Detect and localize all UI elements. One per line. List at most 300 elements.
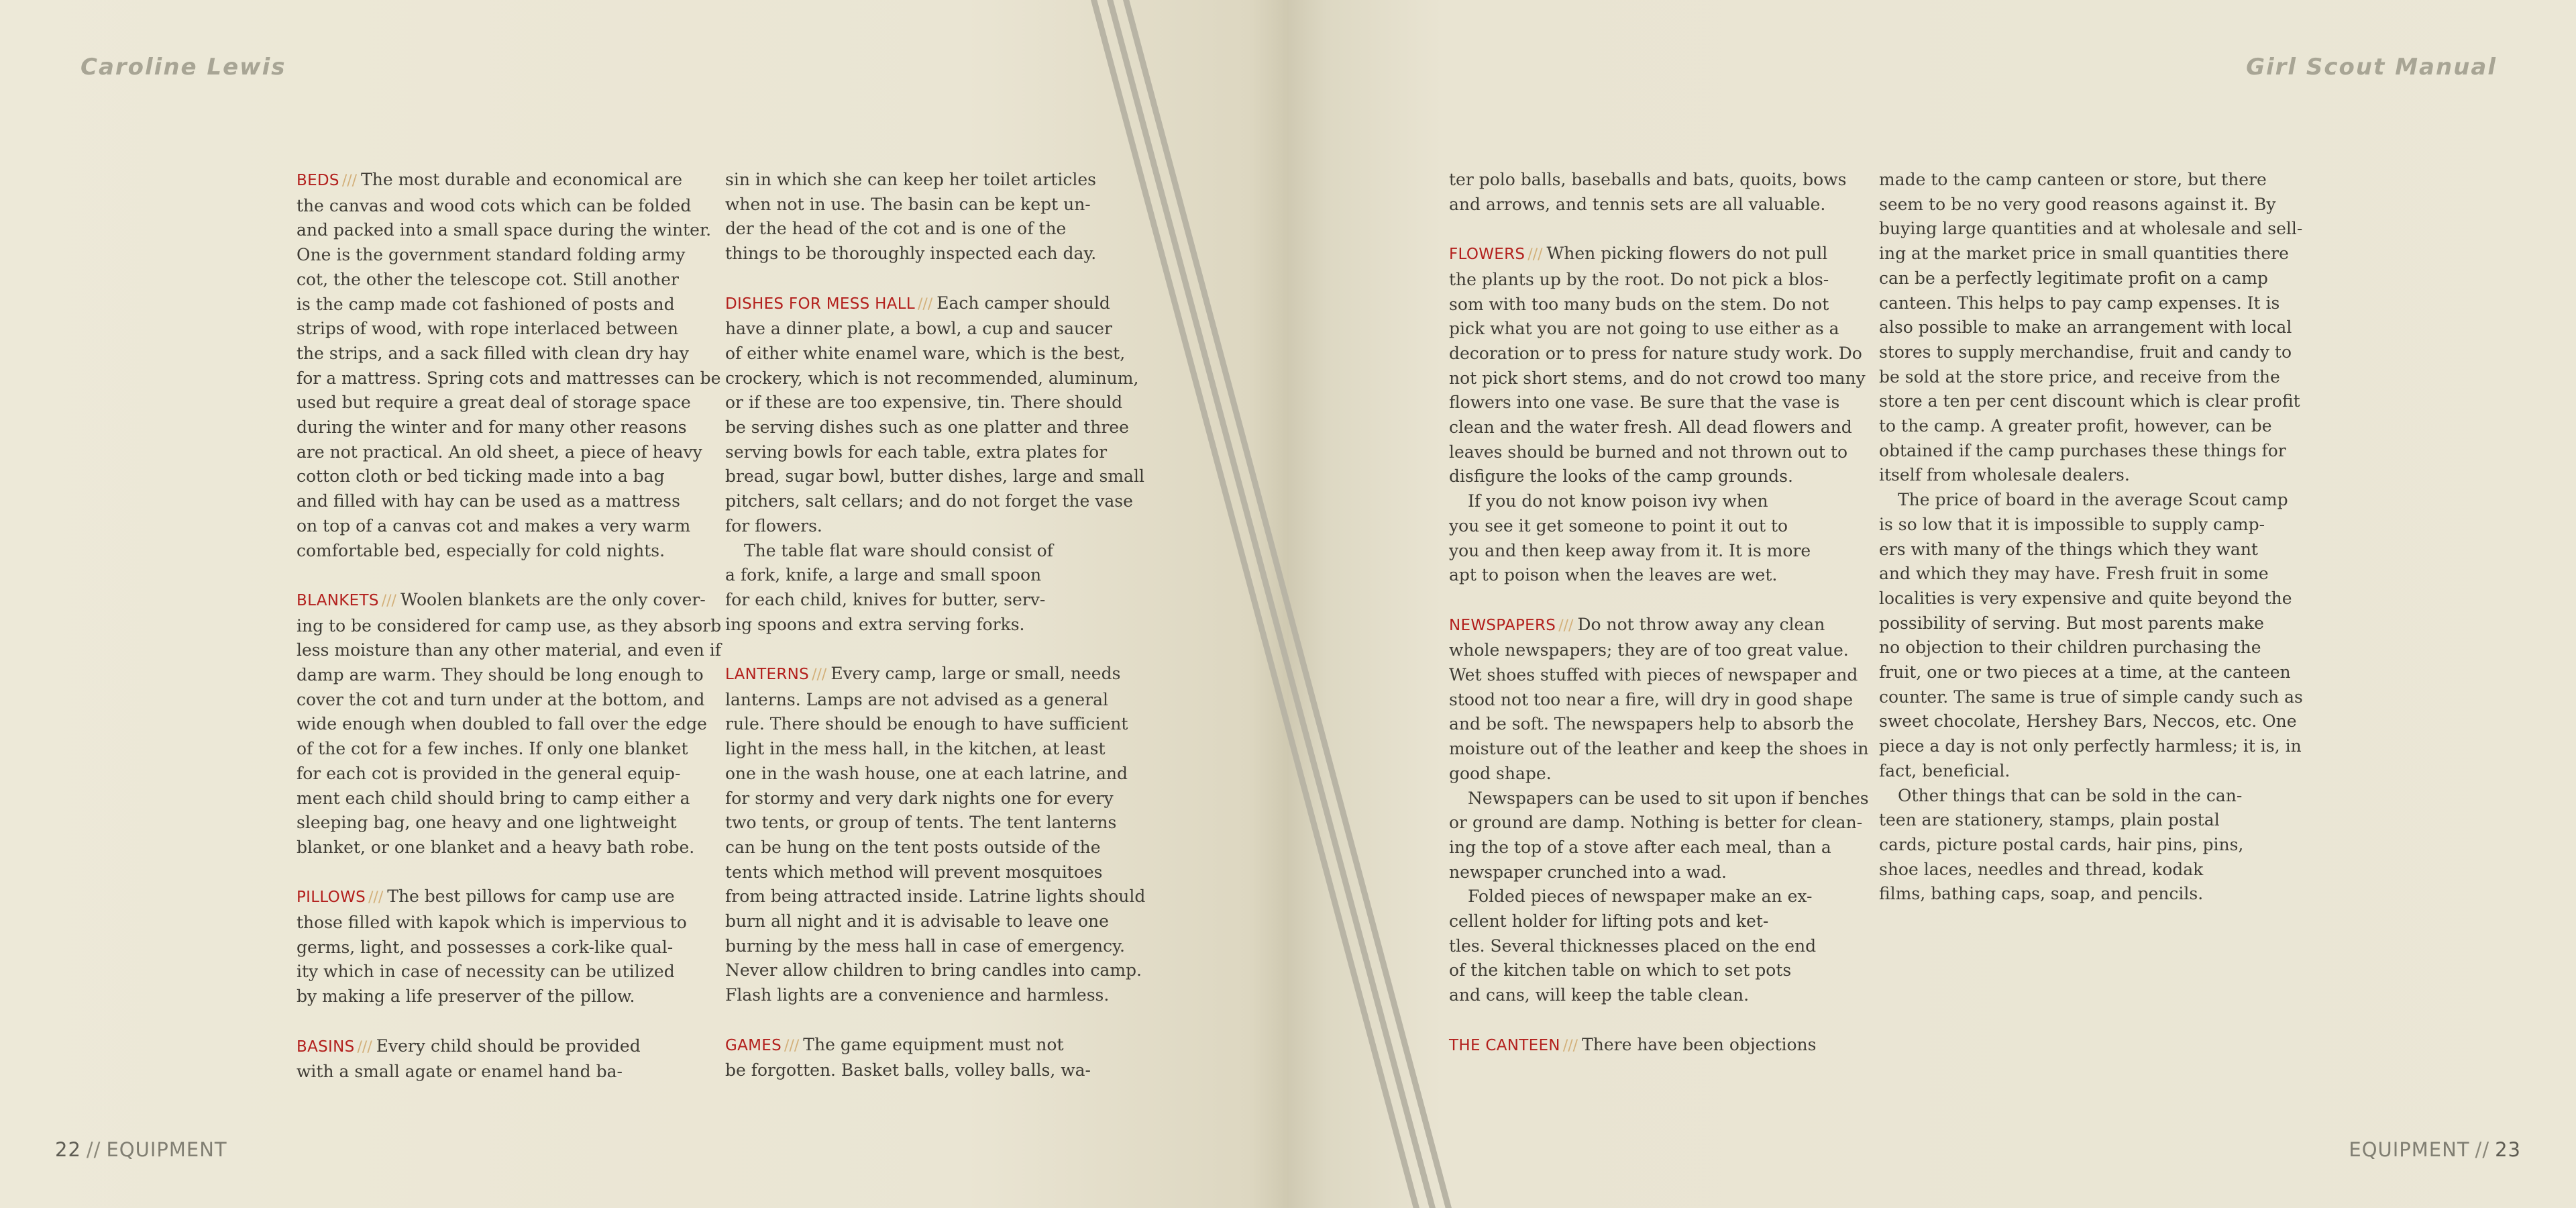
text-line <box>1449 391 1869 415</box>
text-line <box>297 614 721 639</box>
line-text: damp are warm. They should be long enough to <box>297 665 704 685</box>
line-text: with a small agate or enamel hand ba- <box>297 1062 623 1082</box>
line-text: flowers into one vase. Be sure that the vase is <box>1449 393 1840 413</box>
text-line <box>297 762 721 787</box>
line-text: and which they may have. Fresh fruit in some <box>1879 564 2269 584</box>
section-heading-line <box>297 588 721 614</box>
text-line <box>1449 958 1869 983</box>
text-line <box>297 317 721 342</box>
section-marker: /// <box>357 1038 372 1056</box>
line-text: Every camp, large or small, needs <box>830 664 1121 684</box>
text-line <box>1879 538 2303 562</box>
folio-separator-left: // <box>86 1138 101 1161</box>
line-text: clean and the water fresh. All dead flowers and <box>1449 417 1852 438</box>
line-text: localities is very expensive and quite beyond the <box>1879 588 2292 608</box>
line-text: to the camp. A greater profit, however, can be <box>1879 416 2272 436</box>
text-line <box>725 217 1145 242</box>
line-text: and packed into a small space during the winter. <box>297 220 712 240</box>
line-text: Wet shoes stuffed with pieces of newspaper and <box>1449 665 1858 685</box>
text-line <box>297 391 721 415</box>
line-text: ing to be considered for camp use, as they absorb <box>297 615 722 636</box>
text-line <box>297 985 721 1009</box>
line-text: The game equipment must not <box>803 1034 1064 1054</box>
line-text: leaves should be burned and not thrown out to <box>1449 442 1848 462</box>
line-text: teen are stationery, stamps, plain postal <box>1879 810 2220 830</box>
text-line <box>297 293 721 317</box>
text-column-2 <box>725 168 1145 1083</box>
text-line <box>725 489 1145 514</box>
line-text: light in the mess hall, in the kitchen, at least <box>725 739 1106 759</box>
text-line <box>725 588 1145 613</box>
line-text: stood not too near a fire, will dry in good shape <box>1449 689 1854 709</box>
text-line <box>725 885 1145 909</box>
text-line <box>297 464 721 489</box>
text-line <box>1449 787 1869 811</box>
line-text: can be a perfectly legitimate profit on a camp <box>1879 268 2268 288</box>
text-line <box>725 737 1145 762</box>
section-keyword: LANTERNS <box>725 666 810 684</box>
text-line <box>297 911 721 936</box>
text-line <box>1879 685 2303 710</box>
text-line <box>725 909 1145 934</box>
line-text: sin in which she can keep her toilet articles <box>725 170 1096 189</box>
text-line <box>725 415 1145 440</box>
line-text: no objection to their children purchasing the <box>1879 638 2261 658</box>
text-line <box>1449 737 1869 762</box>
section-marker: /// <box>1562 1037 1578 1054</box>
line-text: Woolen blankets are the only cover- <box>400 589 706 609</box>
line-text: by making a life preserver of the pillow. <box>297 987 635 1007</box>
line-text: fact, beneficial. <box>1879 760 2010 781</box>
text-line <box>1879 389 2303 414</box>
folio-separator-right: // <box>2475 1138 2490 1161</box>
text-line <box>1449 836 1869 860</box>
line-text: canteen. This helps to pay camp expenses. It is <box>1879 293 2280 313</box>
line-text: newspaper crunched into a wad. <box>1449 862 1727 882</box>
line-text: crockery, which is not recommended, aluminum, <box>725 368 1139 388</box>
line-text: sleeping bag, one heavy and one lightweight <box>297 813 677 833</box>
text-line <box>1879 266 2303 291</box>
text-line <box>1449 934 1869 959</box>
section-heading-line <box>725 291 1145 317</box>
line-text: disfigure the looks of the camp grounds. <box>1449 466 1793 487</box>
section-label-right: EQUIPMENT <box>2349 1138 2470 1161</box>
section-heading-line <box>297 885 721 911</box>
text-line <box>1449 885 1869 909</box>
text-line <box>1879 759 2303 784</box>
line-text: ing at the market price in small quantities there <box>1879 244 2289 264</box>
line-text: you see it get someone to point it out to <box>1449 515 1788 536</box>
text-line <box>1879 439 2303 464</box>
text-line <box>297 688 721 713</box>
paragraph-gap <box>297 860 721 885</box>
text-line <box>1879 562 2303 587</box>
line-text: you and then keep away from it. It is more <box>1449 540 1811 560</box>
text-line <box>297 1060 721 1085</box>
line-text: when not in use. The basin can be kept un- <box>725 194 1091 214</box>
section-marker: /// <box>341 172 358 189</box>
text-line <box>297 440 721 465</box>
page-number-left: 22 <box>55 1138 81 1161</box>
text-line <box>297 489 721 514</box>
line-text: Every child should be provided <box>376 1036 641 1056</box>
line-text: store a ten per cent discount which is clear profit <box>1879 391 2300 411</box>
text-line <box>1879 734 2303 759</box>
text-line <box>297 194 721 219</box>
line-text: is the camp made cot fashioned of posts and <box>297 294 675 314</box>
text-line <box>1879 882 2303 907</box>
line-text: for each child, knives for butter, serv- <box>725 589 1046 609</box>
text-line <box>1879 168 2303 193</box>
section-keyword: BASINS <box>297 1038 355 1056</box>
section-marker: /// <box>1558 617 1574 634</box>
line-text: sweet chocolate, Hershey Bars, Neccos, etc. One <box>1879 711 2297 732</box>
section-heading-line <box>725 1033 1145 1059</box>
text-line <box>725 762 1145 787</box>
text-line <box>1449 342 1869 366</box>
line-text: The most durable and economical are <box>361 170 683 189</box>
text-line <box>297 712 721 737</box>
line-text: from being attracted inside. Latrine lights should <box>725 887 1146 907</box>
text-line <box>1449 489 1869 514</box>
line-text: tents which method will prevent mosquitoes <box>725 862 1103 882</box>
line-text: Folded pieces of newspaper make an ex- <box>1468 887 1813 907</box>
text-line <box>297 218 721 243</box>
paragraph-gap <box>725 1008 1145 1033</box>
line-text: ment each child should bring to camp either a <box>297 788 690 808</box>
text-line <box>725 366 1145 391</box>
section-keyword: NEWSPAPERS <box>1449 616 1556 634</box>
line-text: of either white enamel ware, which is the best, <box>725 343 1126 363</box>
line-text: obtained if the camp purchases these things for <box>1879 440 2286 460</box>
line-text: burning by the mess hall in case of emergency. <box>725 936 1125 956</box>
line-text: ers with many of the things which they want <box>1879 539 2258 559</box>
text-line <box>1449 440 1869 465</box>
line-text: on top of a canvas cot and makes a very warm <box>297 515 691 536</box>
section-keyword: FLOWERS <box>1449 246 1525 264</box>
text-line <box>1879 587 2303 611</box>
line-text: are not practical. An old sheet, a piece of heavy <box>297 442 702 462</box>
text-line <box>1879 636 2303 660</box>
text-line <box>725 193 1145 217</box>
line-text: of the cot for a few inches. If only one blanket <box>297 739 688 759</box>
line-text: films, bathing caps, soap, and pencils. <box>1879 884 2204 904</box>
section-keyword: DISHES FOR MESS HALL <box>725 295 915 313</box>
line-text: for each cot is provided in the general equip- <box>297 763 681 783</box>
section-marker: /// <box>381 592 396 609</box>
text-line <box>1879 315 2303 340</box>
text-line <box>1879 340 2303 365</box>
text-line <box>725 712 1145 737</box>
line-text: tles. Several thicknesses placed on the end <box>1449 936 1817 956</box>
line-text: Other things that can be sold in the can- <box>1898 785 2243 805</box>
text-line <box>725 168 1145 193</box>
line-text: germs, light, and possesses a cork-like qual- <box>297 937 674 957</box>
text-line <box>297 415 721 440</box>
text-line <box>1879 193 2303 217</box>
line-text: for stormy and very dark nights one for every <box>725 788 1114 808</box>
text-line <box>725 539 1145 564</box>
line-text: rule. There should be enough to have sufficient <box>725 714 1128 734</box>
line-text: One is the government standard folding army <box>297 245 686 265</box>
text-line <box>297 243 721 268</box>
text-line <box>1879 611 2303 636</box>
text-line <box>297 342 721 366</box>
text-line <box>1879 808 2303 833</box>
section-keyword: BLANKETS <box>297 591 379 609</box>
section-marker: /// <box>1527 246 1543 264</box>
text-line <box>297 787 721 811</box>
line-text: the plants up by the root. Do not pick a blos- <box>1449 269 1829 289</box>
text-line <box>725 342 1145 366</box>
section-keyword: GAMES <box>725 1036 782 1054</box>
line-text: strips of wood, with rope interlaced between <box>297 319 678 339</box>
line-text: decoration or to press for nature study work. Do <box>1449 343 1862 363</box>
paragraph-gap <box>1449 217 1869 242</box>
paragraph-gap <box>1449 588 1869 613</box>
line-text: stores to supply merchandise, fruit and candy to <box>1879 342 2292 362</box>
text-line <box>725 514 1145 539</box>
section-keyword: BEDS <box>297 172 339 189</box>
line-text: blanket, or one blanket and a heavy bath robe. <box>297 837 695 857</box>
line-text: used but require a great deal of storage space <box>297 393 691 413</box>
line-text: ing spoons and extra serving forks. <box>725 614 1025 634</box>
line-text: less moisture than any other material, and even if <box>297 640 722 660</box>
line-text: fruit, one or two pieces at a time, at the canteen <box>1879 662 2291 683</box>
section-heading-line <box>1449 1033 1869 1059</box>
folio-left <box>55 1138 227 1161</box>
text-line <box>1879 414 2303 439</box>
line-text: not pick short stems, and do not crowd too many <box>1449 368 1866 388</box>
text-line <box>1449 514 1869 539</box>
line-text: cover the cot and turn under at the bottom, and <box>297 689 705 709</box>
text-line <box>1449 539 1869 564</box>
text-line <box>1449 712 1869 737</box>
text-line <box>725 934 1145 959</box>
text-line <box>297 737 721 762</box>
text-line <box>725 1058 1145 1083</box>
line-text: those filled with kapok which is impervious to <box>297 913 687 933</box>
text-line <box>1879 217 2303 242</box>
text-line <box>725 983 1145 1008</box>
line-text: or ground are damp. Nothing is better for clean- <box>1449 813 1863 833</box>
text-line <box>725 317 1145 342</box>
line-text: the strips, and a sack filled with clean dry hay <box>297 343 689 363</box>
line-text: be serving dishes such as one platter and three <box>725 417 1129 438</box>
text-line <box>1879 784 2303 809</box>
text-line <box>1449 762 1869 787</box>
line-text: cotton cloth or bed ticking made into a bag <box>297 466 665 487</box>
text-line <box>725 242 1145 266</box>
line-text: one in the wash house, one at each latrine, and <box>725 763 1128 783</box>
text-line <box>297 836 721 860</box>
text-line <box>1879 463 2303 488</box>
text-column-3 <box>1449 168 1869 1058</box>
text-line <box>1449 909 1869 934</box>
section-marker: /// <box>368 889 384 907</box>
line-text: pick what you are not going to use either as a <box>1449 319 1839 339</box>
line-text: two tents, or group of tents. The tent lanterns <box>725 813 1117 833</box>
line-text: possibility of serving. But most parents make <box>1879 613 2264 633</box>
section-marker: /// <box>918 295 933 313</box>
line-text: ity which in case of necessity can be utilized <box>297 962 675 982</box>
text-line <box>1449 268 1869 293</box>
line-text: cot, the other the telescope cot. Still another <box>297 269 679 289</box>
text-line <box>1879 488 2303 513</box>
line-text: cards, picture postal cards, hair pins, pins, <box>1879 834 2244 854</box>
line-text: serving bowls for each table, extra plates for <box>725 442 1108 462</box>
text-line <box>1449 366 1869 391</box>
running-head-author: Caroline Lewis <box>80 54 286 81</box>
line-text: buying large quantities and at wholesale and sell- <box>1879 219 2303 239</box>
section-heading-line <box>297 1034 721 1060</box>
line-text: There have been objections <box>1582 1034 1817 1054</box>
line-text: for a mattress. Spring cots and mattresses can be <box>297 368 721 388</box>
line-text: The best pillows for camp use are <box>387 887 675 907</box>
paragraph-gap <box>725 266 1145 291</box>
text-line <box>725 836 1145 860</box>
line-text: is so low that it is impossible to supply camp- <box>1879 514 2265 534</box>
line-text: and filled with hay can be used as a mattress <box>297 491 680 511</box>
text-line <box>1879 660 2303 685</box>
text-line <box>297 936 721 960</box>
section-keyword: PILLOWS <box>297 889 366 907</box>
line-text: comfortable bed, especially for cold nights. <box>297 540 665 560</box>
text-line <box>725 688 1145 713</box>
line-text: lanterns. Lamps are not advised as a general <box>725 689 1109 709</box>
line-text: the canvas and wood cots which can be folded <box>297 195 692 215</box>
text-line <box>297 366 721 391</box>
text-line <box>1879 365 2303 390</box>
text-line <box>725 860 1145 885</box>
text-line <box>1449 464 1869 489</box>
text-line <box>725 563 1145 588</box>
line-text: wide enough when doubled to fall over the edge <box>297 714 707 734</box>
text-line <box>725 787 1145 811</box>
paragraph-gap <box>297 1009 721 1034</box>
text-line <box>297 638 721 663</box>
text-line <box>725 811 1145 836</box>
line-text: Do not throw away any clean <box>1577 614 1825 634</box>
line-text: The price of board in the average Scout camp <box>1898 490 2288 510</box>
text-line <box>1449 415 1869 440</box>
text-line <box>1449 860 1869 885</box>
paragraph-gap <box>725 637 1145 662</box>
line-text: Flash lights are a convenience and harmless. <box>725 985 1110 1005</box>
text-column-4 <box>1879 168 2303 907</box>
line-text: a fork, knife, a large and small spoon <box>725 565 1042 585</box>
text-line <box>1879 833 2303 858</box>
line-text: be forgotten. Basket balls, volley balls, wa- <box>725 1060 1091 1080</box>
text-line <box>1879 709 2303 734</box>
section-heading-line <box>725 662 1145 688</box>
section-label-left: EQUIPMENT <box>106 1138 227 1161</box>
text-line <box>1449 638 1869 663</box>
text-line <box>297 268 721 293</box>
line-text: der the head of the cot and is one of the <box>725 219 1067 239</box>
line-text: for flowers. <box>725 515 822 536</box>
text-line <box>1449 811 1869 836</box>
line-text: If you do not know poison ivy when <box>1468 491 1768 511</box>
section-marker: /// <box>784 1037 800 1054</box>
text-line <box>725 440 1145 465</box>
line-text: apt to poison when the leaves are wet. <box>1449 565 1778 585</box>
text-line <box>297 539 721 564</box>
text-column-1 <box>297 168 721 1085</box>
section-keyword: THE CANTEEN <box>1449 1036 1560 1054</box>
folio-right <box>2349 1138 2521 1161</box>
line-text: burn all night and it is advisable to leave one <box>725 911 1109 932</box>
text-line <box>1879 291 2303 316</box>
line-text: bread, sugar bowl, butter dishes, large and small <box>725 466 1144 487</box>
line-text: and arrows, and tennis sets are all valuable. <box>1449 194 1826 214</box>
text-line <box>1449 563 1869 588</box>
line-text: counter. The same is true of simple candy such as <box>1879 687 2303 707</box>
line-text: or if these are too expensive, tin. There should <box>725 393 1123 413</box>
running-head-title: Girl Scout Manual <box>2246 54 2497 81</box>
line-text: good shape. <box>1449 763 1552 783</box>
text-line <box>725 391 1145 415</box>
line-text: also possible to make an arrangement with local <box>1879 317 2292 338</box>
section-marker: /// <box>812 666 827 684</box>
line-text: When picking flowers do not pull <box>1546 244 1828 264</box>
text-line <box>1449 168 1869 193</box>
text-line <box>1879 242 2303 266</box>
line-text: Each camper should <box>936 293 1110 313</box>
line-text: can be hung on the tent posts outside of the <box>725 837 1101 857</box>
text-line <box>297 811 721 836</box>
line-text: piece a day is not only perfectly harmless; it is, in <box>1879 736 2302 756</box>
text-line <box>297 960 721 985</box>
text-line <box>1879 513 2303 538</box>
line-text: have a dinner plate, a bowl, a cup and saucer <box>725 319 1112 339</box>
text-line <box>725 464 1145 489</box>
line-text: seem to be no very good reasons against it. By <box>1879 194 2276 214</box>
line-text: during the winter and for many other reasons <box>297 417 687 438</box>
line-text: moisture out of the leather and keep the shoes in <box>1449 739 1869 759</box>
line-text: shoe laces, needles and thread, kodak <box>1879 859 2204 879</box>
paragraph-gap <box>1449 1008 1869 1033</box>
text-line <box>1449 663 1869 688</box>
line-text: and cans, will keep the table clean. <box>1449 985 1750 1005</box>
text-line <box>725 958 1145 983</box>
text-line <box>1449 317 1869 342</box>
line-text: ing the top of a stove after each meal, than a <box>1449 837 1831 857</box>
paragraph-gap <box>297 563 721 588</box>
line-text: of the kitchen table on which to set pots <box>1449 960 1792 980</box>
line-text: made to the camp canteen or store, but there <box>1879 170 2267 189</box>
text-line <box>1449 293 1869 317</box>
text-line <box>1449 688 1869 713</box>
line-text: Never allow children to bring candles into camp. <box>725 960 1142 980</box>
line-text: things to be thoroughly inspected each day. <box>725 244 1097 264</box>
text-line <box>1449 983 1869 1008</box>
section-heading-line <box>1449 242 1869 268</box>
line-text: The table flat ware should consist of <box>744 540 1053 560</box>
line-text: itself from wholesale dealers. <box>1879 465 2130 485</box>
line-text: pitchers, salt cellars; and do not forget the vase <box>725 491 1133 511</box>
text-line <box>1449 193 1869 217</box>
line-text: cellent holder for lifting pots and ket- <box>1449 911 1769 932</box>
line-text: whole newspapers; they are of too great value. <box>1449 640 1849 660</box>
section-heading-line <box>297 168 721 194</box>
text-line <box>1879 858 2303 883</box>
line-text: ter polo balls, baseballs and bats, quoits, bows <box>1449 170 1847 189</box>
line-text: be sold at the store price, and receive from the <box>1879 366 2280 387</box>
line-text: som with too many buds on the stem. Do not <box>1449 294 1829 314</box>
text-line <box>297 514 721 539</box>
text-line <box>725 613 1145 638</box>
